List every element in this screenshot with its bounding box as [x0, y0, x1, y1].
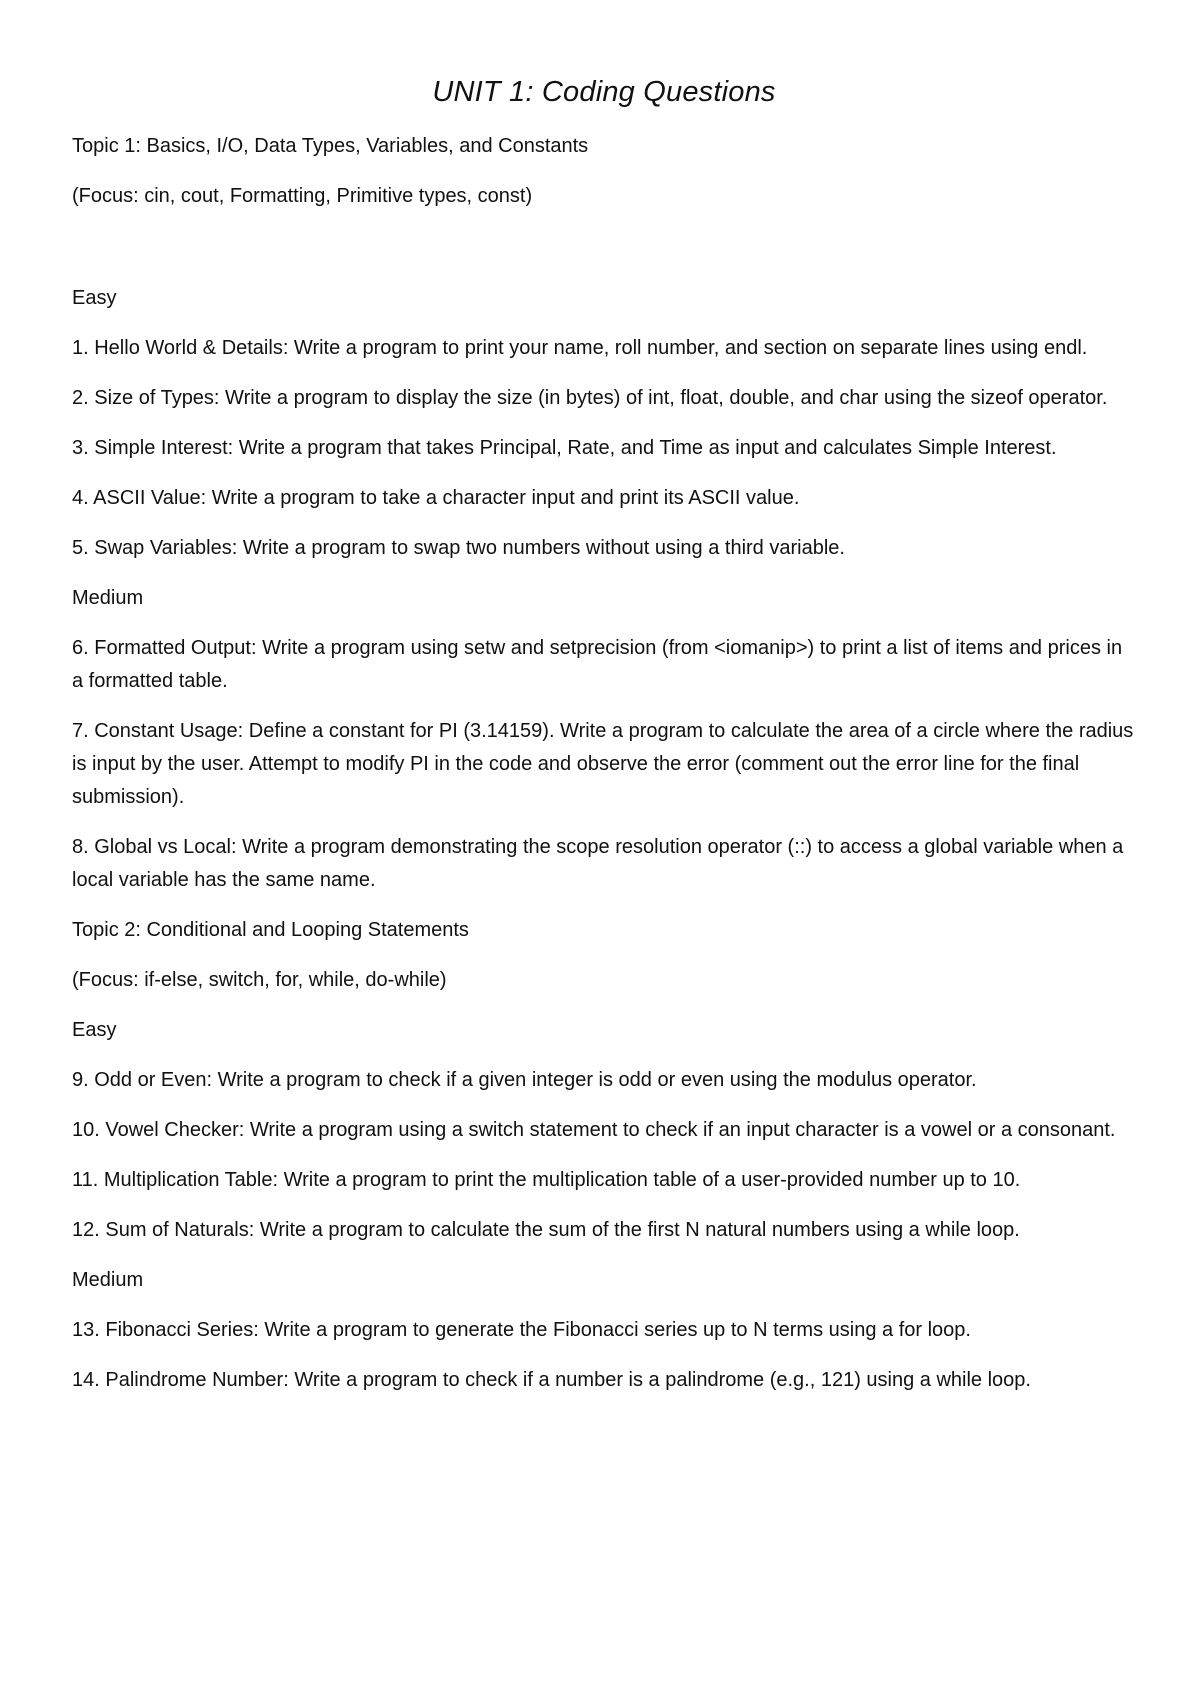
topic-1-medium-label: Medium [72, 587, 144, 609]
topic-1-focus: (Focus: cin, cout, Formatting, Primitive types, const) [72, 185, 533, 207]
topic-2-medium-label: Medium [72, 1269, 144, 1291]
question-5: 5. Swap Variables: Write a program to swap two numbers without using a third variable. [72, 537, 845, 559]
question-9: 9. Odd or Even: Write a program to check if a given integer is odd or even using the modulus operator. [72, 1069, 977, 1091]
question-7: 7. Constant Usage: Define a constant for PI (3.14159). Write a program to calculate the area of a circle where the radius is input by the user. Attempt to modify PI in the code and observe the error (comment out the error line for the final submission). [72, 720, 1134, 808]
question-10: 10. Vowel Checker: Write a program using a switch statement to check if an input character is a vowel or a consonant. [72, 1119, 1116, 1141]
question-1: 1. Hello World & Details: Write a program to print your name, roll number, and section on separate lines using endl. [72, 337, 1088, 359]
question-11: 11. Multiplication Table: Write a program to print the multiplication table of a user-provided number up to 10. [72, 1169, 1021, 1191]
question-3: 3. Simple Interest: Write a program that takes Principal, Rate, and Time as input and calculates Simple Interest. [72, 437, 1057, 459]
document-title: UNIT 1: Coding Questions [432, 76, 776, 108]
question-2: 2. Size of Types: Write a program to display the size (in bytes) of int, float, double, and char using the sizeof operator. [72, 387, 1108, 409]
question-6: 6. Formatted Output: Write a program using setw and setprecision (from <iomanip>) to print a list of items and prices in a formatted table. [72, 637, 1123, 692]
topic-2-easy-label: Easy [72, 1019, 117, 1041]
question-8: 8. Global vs Local: Write a program demonstrating the scope resolution operator (::) to access a global variable when a local variable has the same name. [72, 836, 1124, 891]
question-14: 14. Palindrome Number: Write a program to check if a number is a palindrome (e.g., 121) using a while loop. [72, 1369, 1031, 1391]
blank-line [72, 230, 1136, 282]
question-12: 12. Sum of Naturals: Write a program to calculate the sum of the first N natural numbers using a while loop. [72, 1219, 1020, 1241]
question-4: 4. ASCII Value: Write a program to take a character input and print its ASCII value. [72, 487, 800, 509]
topic-2-heading: Topic 2: Conditional and Looping Statements [72, 919, 469, 941]
topic-2-focus: (Focus: if-else, switch, for, while, do-while) [72, 969, 447, 991]
question-13: 13. Fibonacci Series: Write a program to generate the Fibonacci series up to N terms using a for loop. [72, 1319, 971, 1341]
topic-1-easy-label: Easy [72, 287, 117, 309]
topic-1-heading: Topic 1: Basics, I/O, Data Types, Variables, and Constants [72, 135, 589, 157]
